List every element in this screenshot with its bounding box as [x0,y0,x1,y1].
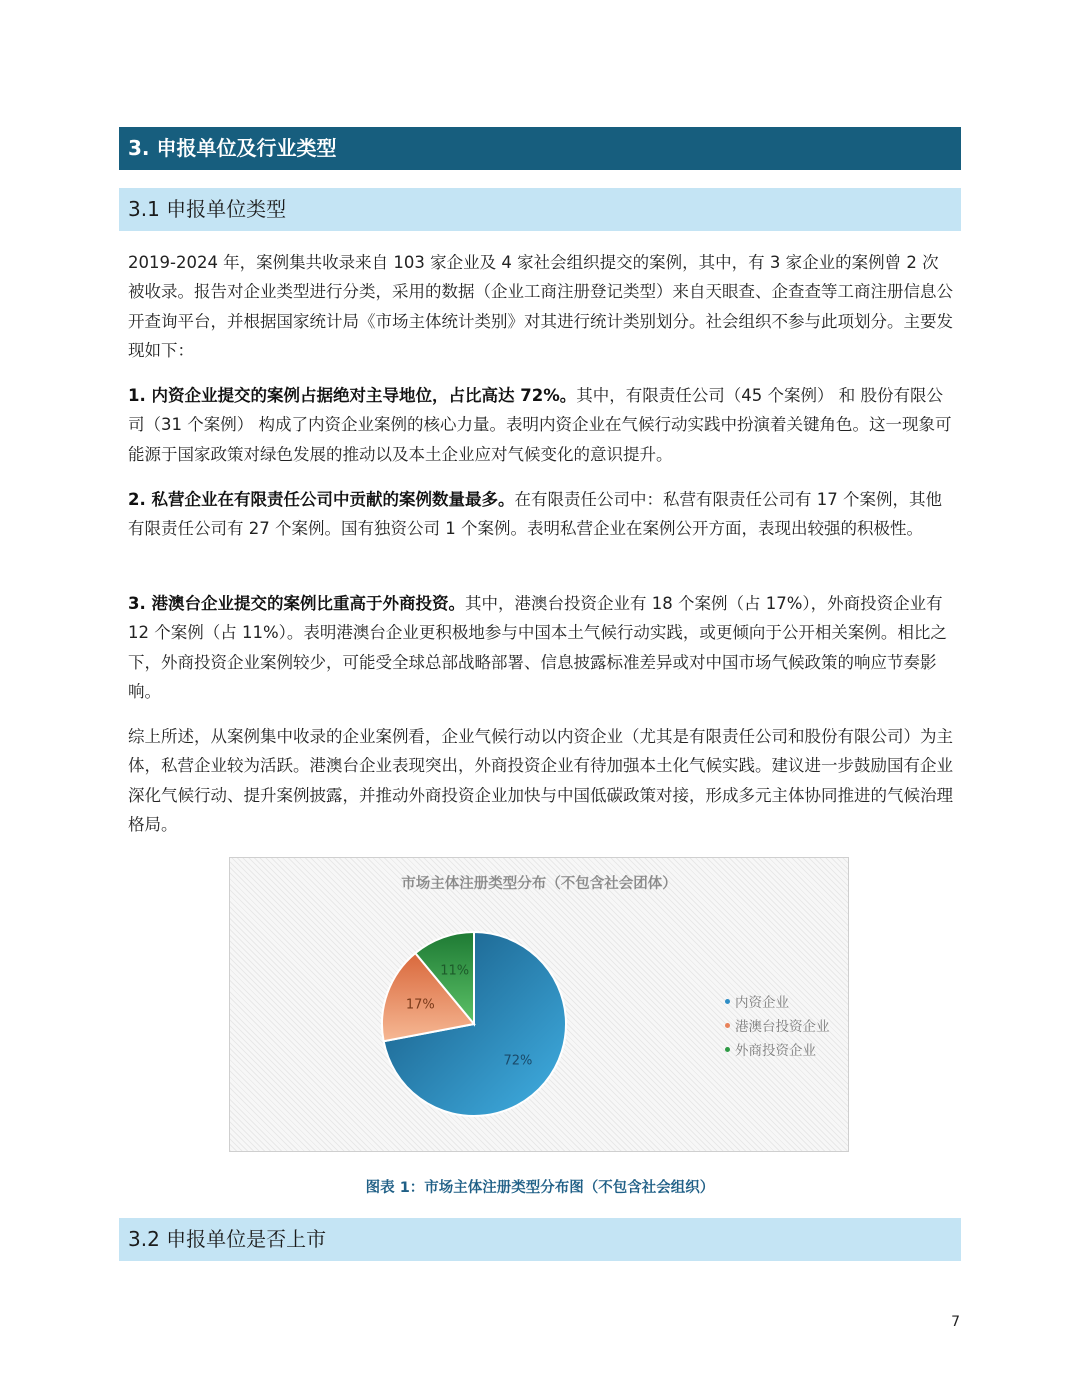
section-heading: 3. 申报单位及行业类型 [119,127,961,170]
finding-2-text: 在有限责任公司中：私营有限责任公司有 17 个案例，其他有限责任公司有 27 个案例。国有独资公司 1 个案例。表明私营企业在案例公开方面，表现出较强的积极性。 [128,490,942,539]
subsection-heading-3-2: 3.2 申报单位是否上市 [119,1218,961,1261]
legend-dot-icon [725,1023,730,1028]
finding-2-lead: 2. 私营企业在有限责任公司中贡献的案例数量最多。 [128,490,515,509]
intro-paragraph: 2019-2024 年，案例集共收录来自 103 家企业及 4 家社会组织提交的案例，其中，有 3 家企业的案例曾 2 次被收录。报告对企业类型进行分类，采用的数据（企业工商注册登记类型）来自天眼查、企查查等工商注册信息公开查询平台，并根据国家统计局《市场主体统计类别》对其进行统计类别划分。社会组织不参与此项划分。主要发现如下： [128,253,953,360]
legend-item [725,991,830,1015]
legend-item [725,1039,830,1063]
finding-1-text: 其中，有限责任公司（45 个案例） 和 股份有限公司（31 个案例） 构成了内资企业案例的核心力量。表明内资企业在气候行动实践中扮演着关键角色。这一现象可能源于国家政策对绿色发展的推动以及本土企业应对气候变化的意识提升。 [128,386,952,464]
figure-caption: 图表 1：市场主体注册类型分布图（不包含社会组织） [365,1180,715,1196]
finding-1-paragraph [128,381,954,469]
finding-1-lead: 1. 内资企业提交的案例占据绝对主导地位，占比高达 72%。 [128,386,577,405]
pie-chart [229,857,849,1152]
finding-2-paragraph [128,485,954,544]
finding-3-text: 其中，港澳台投资企业有 18 个案例（占 17%），外商投资企业有 12 个案例（占 11%）。表明港澳台企业更积极地参与中国本土气候行动实践，或更倾向于公开相关案例。相比之下，外商投资企业案例较少，可能受全球总部战略部署、信息披露标准差异或对中国市场气候政策的响应节奏影响。 [128,594,947,701]
pie-data-label: 72% [503,1053,533,1069]
finding-3-paragraph [128,589,954,706]
legend-dot-icon [725,999,730,1004]
legend-label: 港澳台投资企业 [735,1019,830,1035]
pie-data-label: 11% [440,963,470,979]
chart-title: 市场主体注册类型分布（不包含社会团体） [401,876,677,892]
pie-data-label: 17% [405,997,435,1013]
legend-label: 内资企业 [735,995,789,1011]
summary-paragraph: 综上所述，从案例集中收录的企业案例看，企业气候行动以内资企业（尤其是有限责任公司和股份有限公司）为主体，私营企业较为活跃。港澳台企业表现突出，外商投资企业有待加强本土化气候实践。建议进一步鼓励国有企业深化气候行动、提升案例披露，并推动外商投资企业加快与中国低碳政策对接，形成多元主体协同推进的气候治理格局。 [128,727,953,834]
chart-legend [725,991,830,1063]
finding-3-lead: 3. 港澳台企业提交的案例比重高于外商投资。 [128,594,465,613]
legend-dot-icon [725,1047,730,1052]
legend-item [725,1015,830,1039]
page-number: 7 [951,1314,960,1330]
legend-label: 外商投资企业 [735,1043,816,1059]
subsection-heading-3-1: 3.1 申报单位类型 [119,188,961,231]
